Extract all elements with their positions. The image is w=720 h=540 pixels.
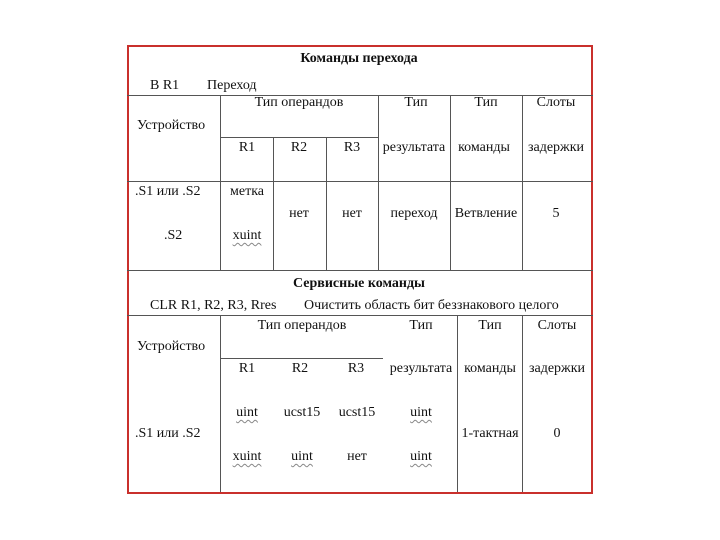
table1-header-result-type-2: результата [382, 140, 446, 155]
table2-r3-2: нет [347, 449, 367, 464]
table2-r1-2: xuint [232, 449, 262, 464]
table2-header-r2: R2 [291, 361, 309, 376]
table2-header-cmd-type: Тип [478, 318, 502, 333]
table2-header-slots-2: задержки [528, 361, 586, 376]
table1-header-slots-2: задержки [527, 140, 585, 155]
table1-header-operand-type: Тип операндов [254, 95, 344, 110]
table2-header-r1: R1 [238, 361, 256, 376]
table2-slots: 0 [553, 426, 561, 441]
table1-col-line [378, 95, 379, 270]
table2-col-line [457, 315, 458, 492]
table1-header-result-type: Тип [404, 95, 428, 110]
table2-header-cmd-type-2: команды [464, 361, 516, 376]
table1-subheader-line [220, 137, 378, 138]
section2-syntax: CLR R1, R2, R3, Rres [150, 298, 277, 313]
table2-r2-1: ucst15 [283, 405, 321, 420]
table2-device: .S1 или .S2 [135, 426, 201, 441]
section1-syntax: B R1 [150, 78, 180, 93]
table1-header-cmd-type-2: команды [458, 140, 510, 155]
table1-col-line [522, 95, 523, 270]
table1-header-cmd-type: Тип [474, 95, 498, 110]
table2-r2-2: uint [291, 449, 313, 464]
table1-r2: нет [289, 206, 309, 221]
section1-syntax-desc: Переход [207, 78, 257, 93]
table1-cmd-type: Ветвление [454, 206, 518, 221]
table1-col-line [450, 95, 451, 270]
table2-result-2: uint [410, 449, 432, 464]
table2-subheader-line [220, 358, 383, 359]
table2-header-r3: R3 [347, 361, 365, 376]
section2-title: Сервисные команды [293, 276, 425, 291]
table1-col-line [326, 137, 327, 270]
table1-bottom-line [127, 270, 593, 271]
table1-slots: 5 [552, 206, 560, 221]
table1-header-slots: Слоты [536, 95, 576, 110]
table2-result-1: uint [410, 405, 432, 420]
table2-header-result-type-2: результата [389, 361, 453, 376]
table1-header-r2: R2 [290, 140, 308, 155]
table2-header-operand-type: Тип операндов [257, 318, 347, 333]
table1-header-r1: R1 [238, 140, 256, 155]
table1-header-bottom-line [127, 181, 593, 182]
table2-r3-1: ucst15 [338, 405, 376, 420]
table1-r1-2: xuint [232, 228, 262, 243]
table1-r1-1: метка [230, 184, 264, 199]
table2-r1-1: uint [236, 405, 258, 420]
table1-result: переход [390, 206, 438, 221]
table2-cmd-type: 1-тактная [461, 426, 519, 441]
table2-col-line [522, 315, 523, 492]
table2-col-line [220, 315, 221, 492]
table1-col-line [273, 137, 274, 270]
table2-top-line [127, 315, 593, 316]
table2-header-device: Устройство [137, 339, 206, 354]
table1-device-1: .S1 или .S2 [135, 184, 201, 199]
section2-syntax-desc: Очистить область бит беззнакового целого [304, 298, 559, 313]
section1-title: Команды перехода [300, 51, 418, 66]
table1-header-r3: R3 [343, 140, 361, 155]
table1-device-2: .S2 [164, 228, 183, 243]
table2-header-result-type: Тип [409, 318, 433, 333]
table1-header-device: Устройство [137, 118, 206, 133]
table2-header-slots: Слоты [537, 318, 577, 333]
table1-r3: нет [342, 206, 362, 221]
table1-col-line [220, 95, 221, 270]
table1-top-line [127, 95, 593, 96]
